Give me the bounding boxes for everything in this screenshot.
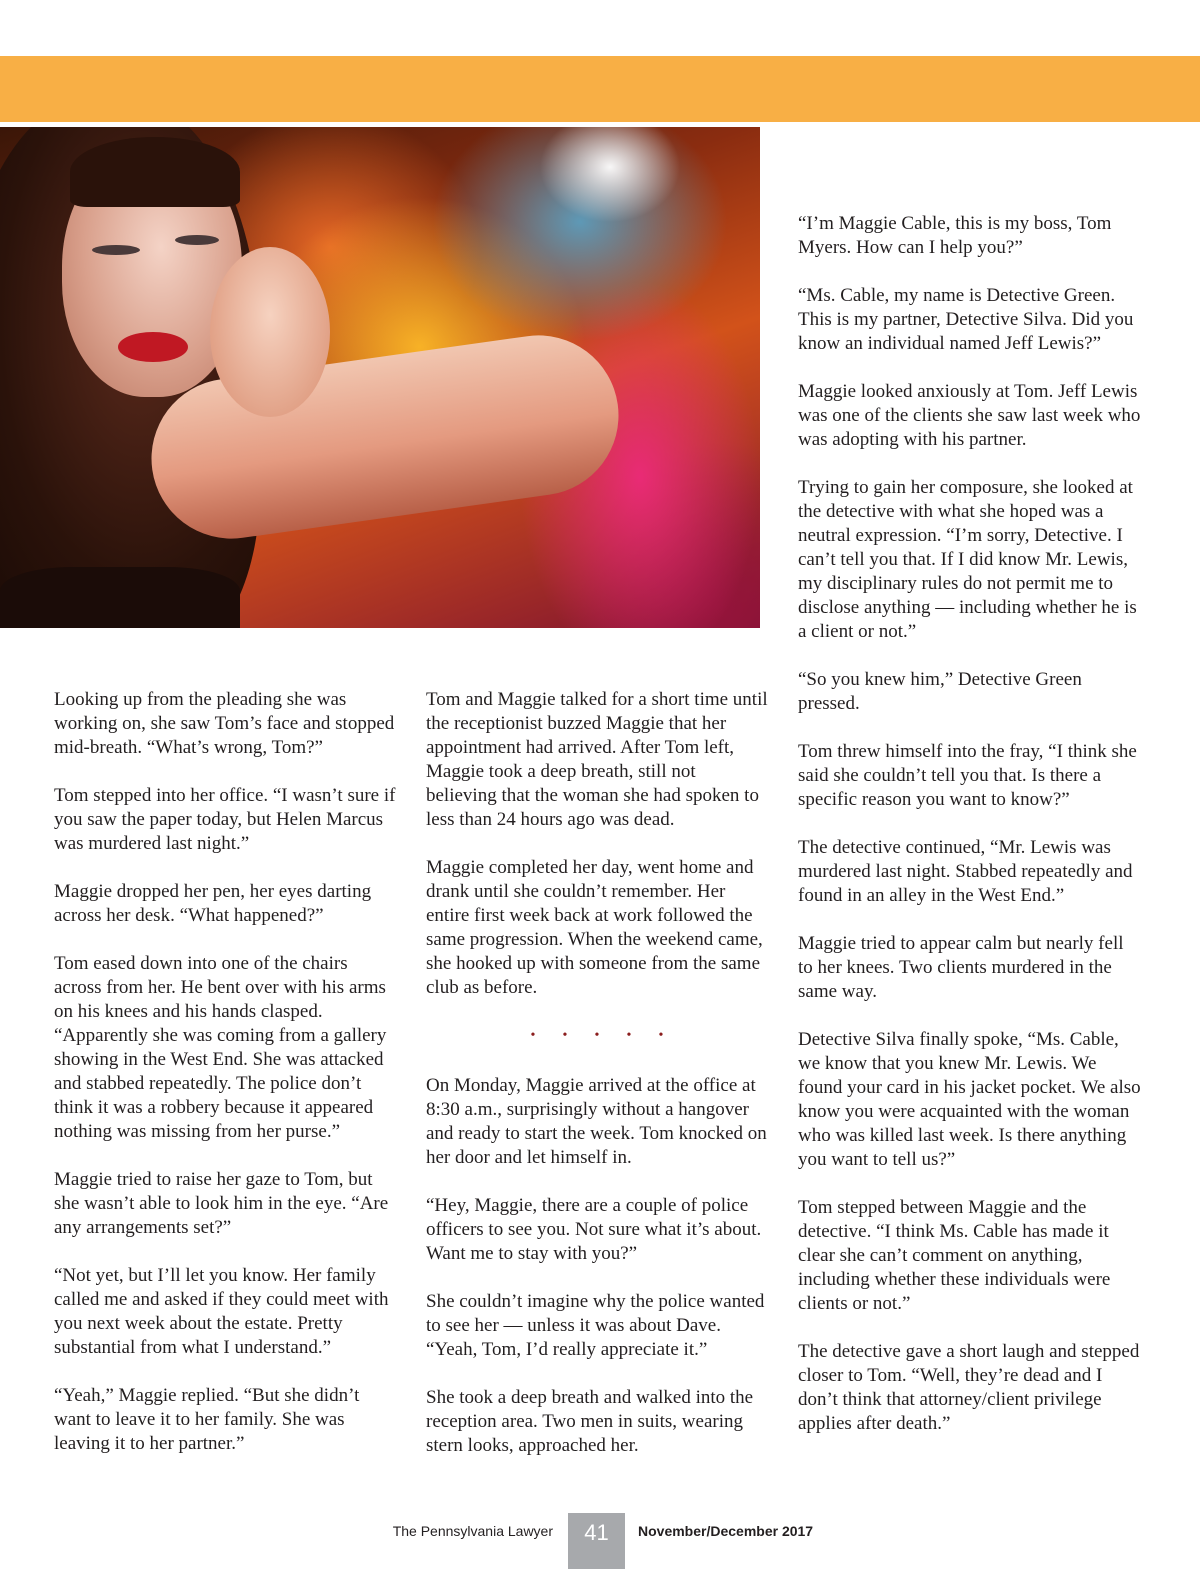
paragraph: “Hey, Maggie, there are a couple of police officers to see you. Not sure what it’s about. Want me to stay with you?” — [426, 1195, 762, 1264]
paragraph: Tom stepped into her office. “I wasn’t sure if you saw the paper today, but Helen Marcus was murdered last night.” — [54, 785, 396, 854]
paragraph: Trying to gain her composure, she looked at the detective with what she hoped was a neutral expression. “I’m sorry, Detective. I can’t tell you that. If I did know Mr. Lewis, my disciplinary rules do not permit me to disclose anything — including whether he is a client or not.” — [798, 477, 1137, 642]
paragraph: “So you knew him,” Detective Green pressed. — [798, 669, 1082, 714]
photo-eye-left — [92, 245, 140, 255]
paragraph: On Monday, Maggie arrived at the office at 8:30 a.m., surprisingly without a hangover and ready to start the week. Tom knocked on her door and let himself in. — [426, 1075, 767, 1168]
paragraph: She couldn’t imagine why the police wanted to see her — unless it was about Dave. “Yeah, Tom, I’d really appreciate it.” — [426, 1291, 765, 1360]
article-column-1 — [54, 688, 399, 1480]
paragraph: Looking up from the pleading she was working on, she saw Tom’s face and stopped mid-breath. “What’s wrong, Tom?” — [54, 689, 395, 758]
paragraph: Maggie tried to raise her gaze to Tom, but she wasn’t able to look him in the eye. “Are any arrangements set?” — [54, 1169, 389, 1238]
paragraph: “Yeah,” Maggie replied. “But she didn’t want to leave it to her family. She was leaving it to her partner.” — [54, 1385, 360, 1454]
paragraph: “I’m Maggie Cable, this is my boss, Tom Myers. How can I help you?” — [798, 213, 1112, 258]
page-number: 41 — [568, 1513, 625, 1569]
photo-lips — [118, 332, 188, 362]
issue-date: November/December 2017 — [638, 1523, 814, 1539]
paragraph: Detective Silva finally spoke, “Ms. Cable, we know that you knew Mr. Lewis. We found your card in his jacket pocket. We also know you were acquainted with the woman who was killed last week. Is there anything you want to tell us?” — [798, 1029, 1141, 1170]
paragraph: The detective continued, “Mr. Lewis was murdered last night. Stabbed repeatedly and found in an alley in the West End.” — [798, 837, 1133, 906]
paragraph: Tom and Maggie talked for a short time until the receptionist buzzed Maggie that her appointment had arrived. After Tom left, Maggie took a deep breath, still not believing that the woman she had spoken to less than 24 hours ago was dead. — [426, 689, 768, 830]
paragraph: Maggie dropped her pen, her eyes darting across her desk. “What happened?” — [54, 881, 372, 926]
page-footer — [0, 1513, 1200, 1569]
paragraph: She took a deep breath and walked into the reception area. Two men in suits, wearing stern looks, approached her. — [426, 1387, 754, 1456]
photo-dress-shape — [0, 567, 240, 628]
dot-icon: • — [530, 1028, 536, 1043]
paragraph: Tom stepped between Maggie and the detective. “I think Ms. Cable has made it clear she can’t comment on anything, including whether these individuals were clients or not.” — [798, 1197, 1111, 1314]
paragraph: “Not yet, but I’ll let you know. Her family called me and asked if they could meet with you next week about the estate. Pretty substantial from what I understand.” — [54, 1265, 389, 1358]
paragraph: Tom threw himself into the fray, “I think she said she couldn’t tell you that. Is there a specific reason you want to know?” — [798, 741, 1137, 810]
paragraph: Maggie looked anxiously at Tom. Jeff Lewis was one of the clients she saw last week who was adopting with his partner. — [798, 381, 1141, 450]
header-color-band — [0, 56, 1200, 122]
paragraph: Maggie tried to appear calm but nearly fell to her knees. Two clients murdered in the same way. — [798, 933, 1124, 1002]
photo-eye-right — [175, 235, 219, 245]
article-column-3 — [798, 212, 1143, 1460]
paragraph: Maggie completed her day, went home and drank until she couldn’t remember. Her entire first week back at work followed the same progression. When the weekend came, she hooked up with someone from the same club as before. — [426, 857, 763, 998]
dot-icon: • — [658, 1028, 664, 1043]
paragraph: “Ms. Cable, my name is Detective Green. This is my partner, Detective Silva. Did you know an individual named Jeff Lewis?” — [798, 285, 1134, 354]
dot-icon: • — [562, 1028, 568, 1043]
section-break-dots — [426, 1024, 771, 1048]
photo-hand-shape — [210, 247, 330, 417]
article-column-2 — [426, 688, 771, 1482]
dot-icon: • — [594, 1028, 600, 1043]
dot-icon: • — [626, 1028, 632, 1043]
publication-name: The Pennsylvania Lawyer — [392, 1523, 553, 1539]
photo-fringe-shape — [70, 137, 240, 207]
paragraph: The detective gave a short laugh and stepped closer to Tom. “Well, they’re dead and I don’t think that attorney/client privilege applies after death.” — [798, 1341, 1140, 1434]
hero-photo-woman-in-club — [0, 127, 760, 628]
paragraph: Tom eased down into one of the chairs across from her. He bent over with his arms on his knees and his hands clasped. “Apparently she was coming from a gallery showing in the West End. She was attacked and stabbed repeatedly. The police don’t think it was a robbery because it appeared nothing was missing from her purse.” — [54, 953, 387, 1142]
